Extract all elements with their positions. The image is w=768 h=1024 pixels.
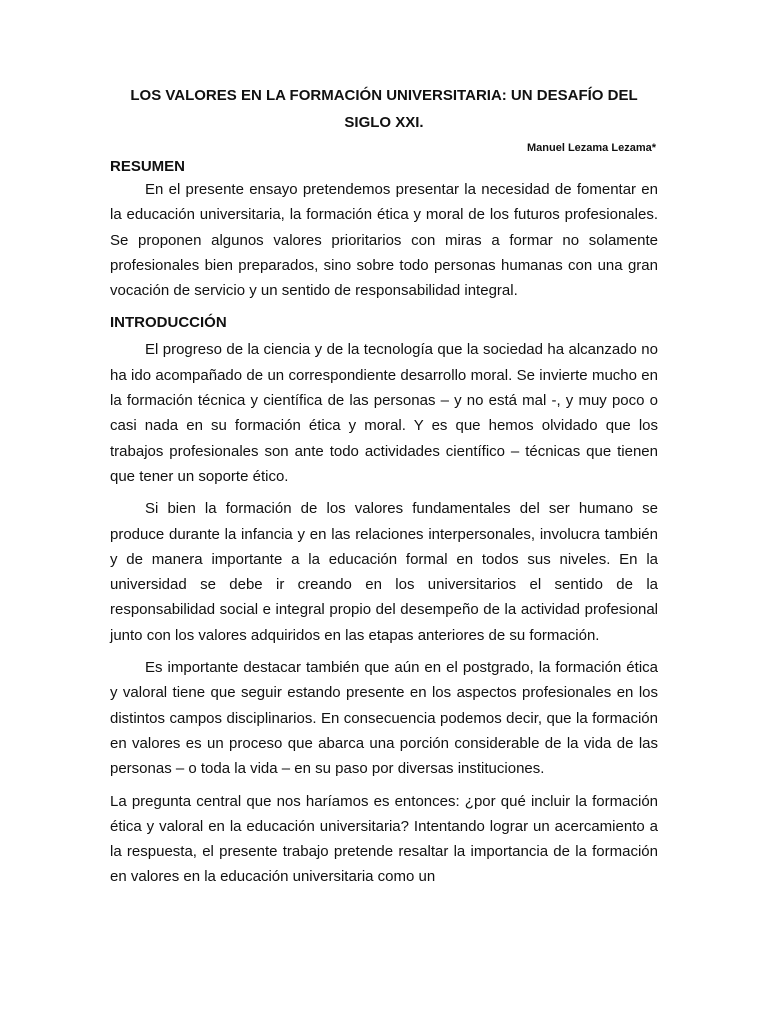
- section-resumen: [110, 157, 658, 303]
- section-introduccion: [110, 313, 658, 889]
- heading-introduccion: INTRODUCCIÓN: [110, 314, 227, 332]
- intro-paragraph-3: Es importante destacar también que aún en el postgrado, la formación ética y valoral tiene que seguir estando presente en los aspectos profesionales en los distintos campos disciplinarios. En consecuencia podemos decir, que la formación en valores es un proceso que abarca una porción considerable de la vida de las personas – o toda la vida – en su paso por diversas instituciones.: [110, 659, 658, 778]
- heading-resumen: RESUMEN: [110, 158, 186, 175]
- intro-paragraph-4: La pregunta central que nos haríamos es entonces: ¿por qué incluir la formación ética y valoral en la educación universitaria? Intentando lograr un acercamiento a la respuesta, el presente trabajo pretende resaltar la importancia de la formación en valores en la educación universitaria como un: [110, 792, 658, 886]
- author-name: Manuel Lezama Lezama*: [527, 142, 656, 154]
- intro-paragraph-1: El progreso de la ciencia y de la tecnología que la sociedad ha alcanzado no ha ido acompañado de un correspondiente desarrollo moral. Se invierte mucho en la formación técnica y científica de las personas – y no está mal -, y muy poco o casi nada en su formación ética y moral. Y es que hemos olvidado que los trabajos profesionales son ante todo actividades científico – técnicas que tienen que tener un soporte ético.: [110, 341, 658, 485]
- resumen-paragraph: En el presente ensayo pretendemos presentar la necesidad de fomentar en la educación universitaria, la formación ética y moral de los futuros profesionales. Se proponen algunos valores prioritarios con miras a formar no solamente profesionales bien preparados, sino sobre todo personas humanas con una gran vocación de servicio y un sentido de responsabilidad integral.: [110, 181, 658, 300]
- intro-paragraph-2: Si bien la formación de los valores fundamentales del ser humano se produce durante la infancia y en las relaciones interpersonales, involucra también y de manera importante a la educación formal en todos sus niveles. En la universidad se debe ir creando en los universitarios el sentido de la responsabilidad social e integral propio del desempeño de la actividad profesional junto con los valores adquiridos en las etapas anteriores de su formación.: [110, 500, 658, 644]
- document-title: LOS VALORES EN LA FORMACIÓN UNIVERSITARIA: UN DESAFÍO DEL SIGLO XXI.: [130, 87, 638, 131]
